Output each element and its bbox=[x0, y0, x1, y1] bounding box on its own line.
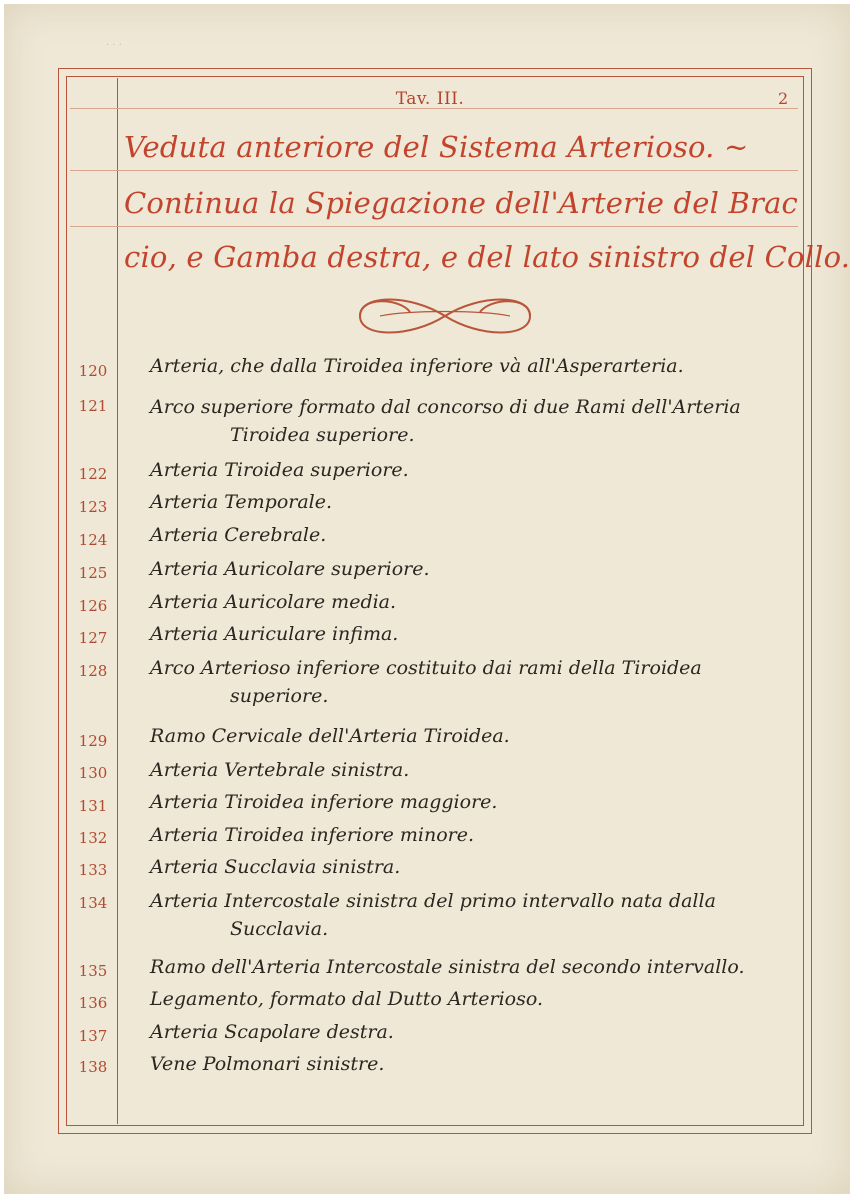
entry-text bbox=[150, 488, 790, 516]
entry-line: Arteria, che dalla Tiroidea inferiore và all'Asperarteria. bbox=[150, 355, 684, 377]
entry-text bbox=[150, 654, 790, 710]
entry-number: 132 bbox=[78, 829, 108, 847]
entry-line: Arteria Tiroidea inferiore minore. bbox=[150, 824, 475, 846]
entry-text bbox=[150, 985, 790, 1013]
entry-line: Vene Polmonari sinistre. bbox=[150, 1053, 385, 1075]
calligraphic-flourish-ornament bbox=[340, 286, 550, 346]
title-guide-line bbox=[70, 170, 798, 171]
entry-text bbox=[150, 1050, 790, 1078]
entry-number: 130 bbox=[78, 764, 108, 782]
entry-line: Ramo dell'Arteria Intercostale sinistra del secondo intervallo. bbox=[150, 956, 745, 978]
entry-number: 124 bbox=[78, 531, 108, 549]
entry-line: Arteria Auriculare infima. bbox=[150, 623, 399, 645]
entry-text bbox=[150, 620, 790, 648]
faint-pencil-mark: · · · bbox=[106, 40, 122, 51]
entry-text bbox=[150, 1018, 790, 1046]
title-guide-line bbox=[70, 226, 798, 227]
entry-line: Arco superiore formato dal concorso di due Rami dell'Arteria bbox=[150, 396, 741, 418]
entry-number: 120 bbox=[78, 362, 108, 380]
margin-rule bbox=[117, 78, 118, 1124]
title-line-1: Veduta anteriore del Sistema Arterioso. ~ bbox=[124, 130, 749, 164]
entry-number: 137 bbox=[78, 1027, 108, 1045]
entry-text bbox=[150, 352, 790, 380]
entry-number: 131 bbox=[78, 797, 108, 815]
entry-number: 128 bbox=[78, 662, 108, 680]
entry-line: Arteria Tiroidea inferiore maggiore. bbox=[150, 791, 498, 813]
entry-line: Legamento, formato dal Dutto Arterioso. bbox=[150, 988, 544, 1010]
entry-line: Arteria Succlavia sinistra. bbox=[150, 856, 401, 878]
entry-text bbox=[150, 393, 790, 449]
entry-number: 121 bbox=[78, 397, 108, 415]
entry-number: 134 bbox=[78, 894, 108, 912]
title-line-3: cio, e Gamba destra, e del lato sinistro del Collo. bbox=[124, 240, 851, 274]
entry-number: 136 bbox=[78, 994, 108, 1012]
entry-line: Arco Arterioso inferiore costituito dai rami della Tiroidea bbox=[150, 657, 702, 679]
entry-line: Arteria Auricolare media. bbox=[150, 591, 397, 613]
entry-text bbox=[150, 953, 790, 981]
entry-line: Arteria Scapolare destra. bbox=[150, 1021, 394, 1043]
entry-text bbox=[150, 821, 790, 849]
entry-number: 125 bbox=[78, 564, 108, 582]
entry-line: Arteria Vertebrale sinistra. bbox=[150, 759, 410, 781]
entry-number: 123 bbox=[78, 498, 108, 516]
entry-text bbox=[150, 555, 790, 583]
entry-text bbox=[150, 756, 790, 784]
entry-number: 126 bbox=[78, 597, 108, 615]
entry-continuation: Succlavia. bbox=[230, 918, 329, 940]
entry-text bbox=[150, 853, 790, 881]
entry-text bbox=[150, 588, 790, 616]
entry-number: 122 bbox=[78, 465, 108, 483]
entry-text bbox=[150, 521, 790, 549]
entry-line: Arteria Intercostale sinistra del primo intervallo nata dalla bbox=[150, 890, 716, 912]
entry-text bbox=[150, 456, 790, 484]
entry-line: Arteria Cerebrale. bbox=[150, 524, 327, 546]
entry-number: 129 bbox=[78, 732, 108, 750]
entry-number: 127 bbox=[78, 629, 108, 647]
entry-line: Ramo Cervicale dell'Arteria Tiroidea. bbox=[150, 725, 510, 747]
entry-text bbox=[150, 722, 790, 750]
entry-text bbox=[150, 887, 790, 943]
entry-continuation: superiore. bbox=[230, 685, 329, 707]
entry-continuation: Tiroidea superiore. bbox=[230, 424, 415, 446]
entry-number: 133 bbox=[78, 861, 108, 879]
entry-number: 135 bbox=[78, 962, 108, 980]
entry-line: Arteria Tiroidea superiore. bbox=[150, 459, 409, 481]
title-line-2: Continua la Spiegazione dell'Arterie del Brac bbox=[124, 186, 799, 220]
plate-label: Tav. III. bbox=[395, 89, 465, 109]
page-number: 2 bbox=[778, 89, 789, 108]
entry-number: 138 bbox=[78, 1058, 108, 1076]
entry-line: Arteria Temporale. bbox=[150, 491, 333, 513]
entry-text bbox=[150, 788, 790, 816]
entry-line: Arteria Auricolare superiore. bbox=[150, 558, 430, 580]
